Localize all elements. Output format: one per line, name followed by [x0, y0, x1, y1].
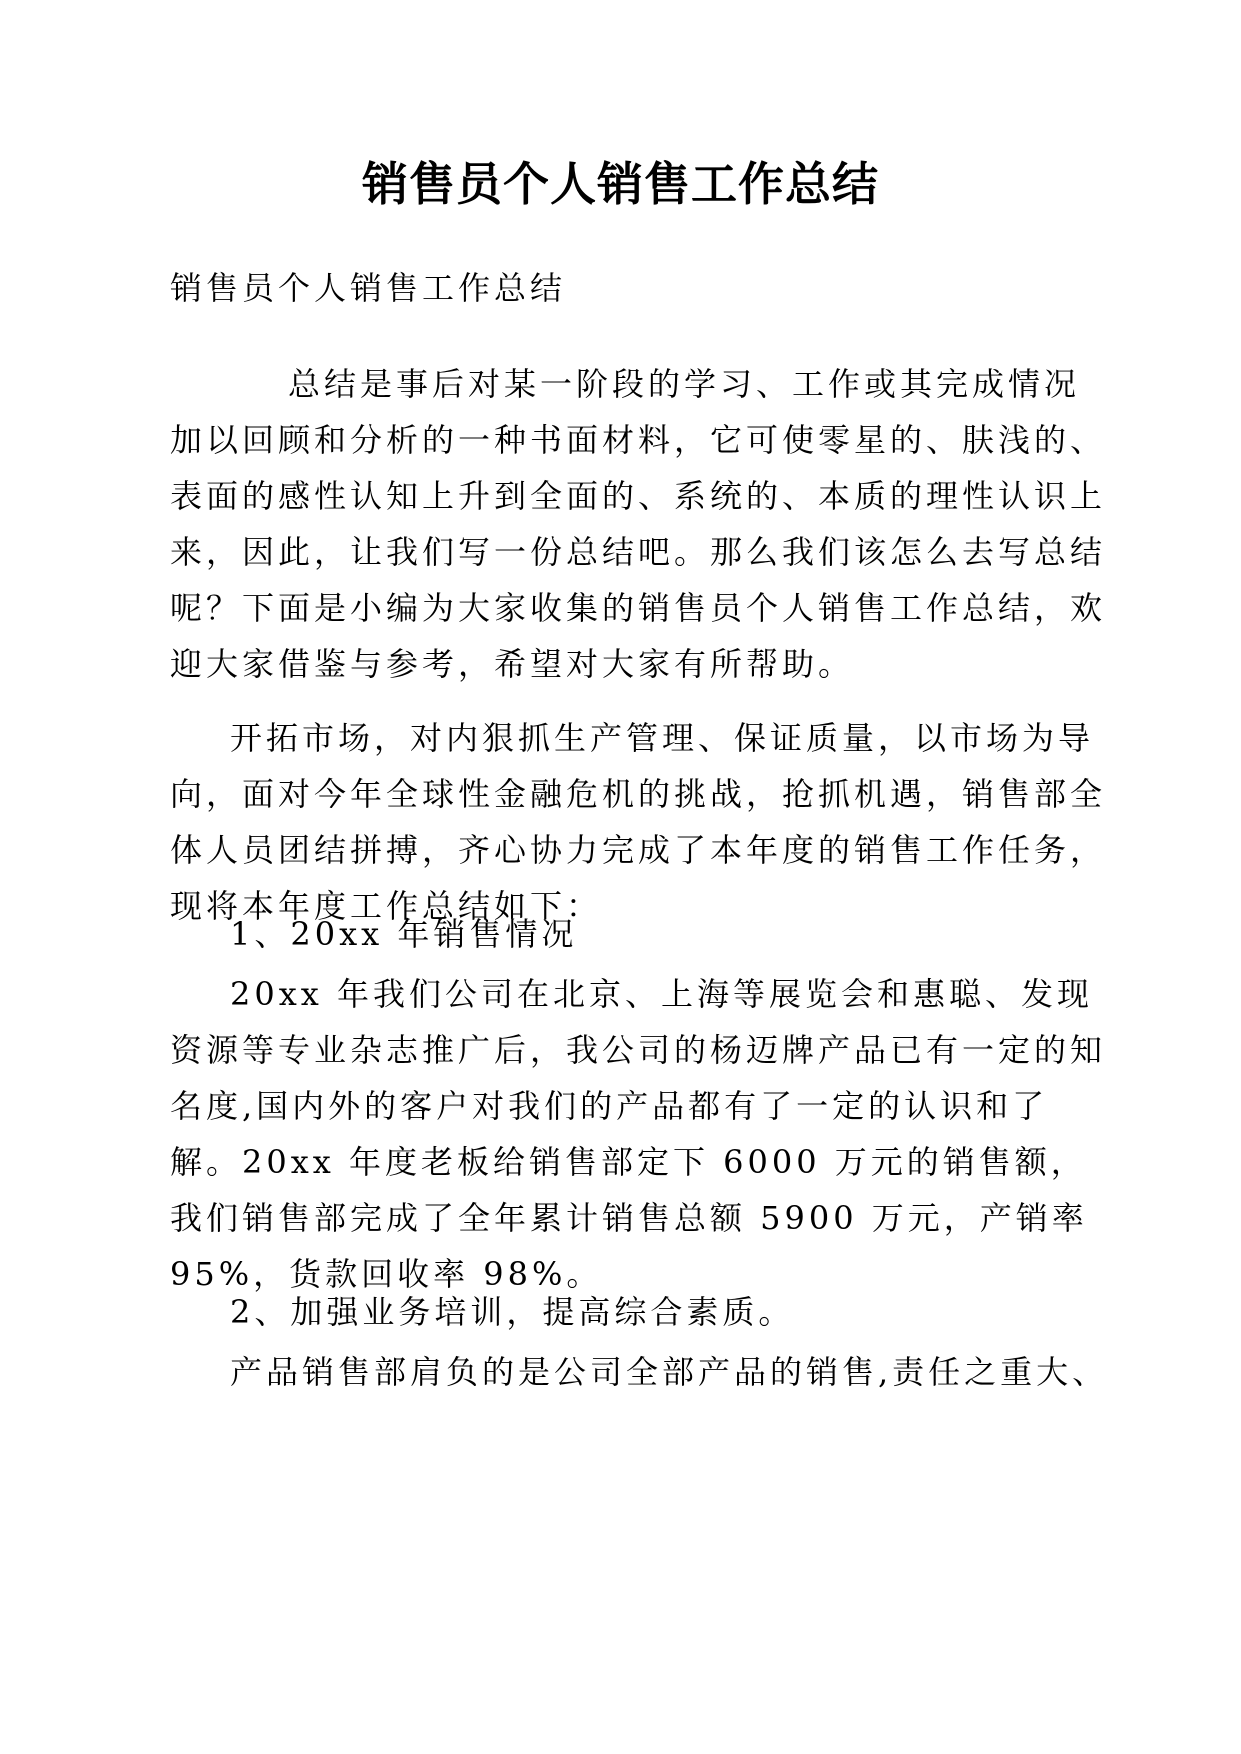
section-heading: 2、加强业务培训，提高综合素质。: [230, 1293, 795, 1331]
body-paragraph: 开拓市场，对内狠抓生产管理、保证质量，以市场为导向，面对今年全球性金融危机的挑战，抢抓机遇，销售部全体人员团结拼搏，齐心协力完成了本年度的销售工作任务，现将本年度工作总结如下：: [170, 719, 1107, 925]
body-paragraph: 产品销售部肩负的是公司全部产品的销售,责任之重大、: [230, 1353, 1109, 1391]
document-subtitle: 销售员个人销售工作总结: [170, 269, 567, 307]
body-paragraph: 20xx 年我们公司在北京、上海等展览会和惠聪、发现资源等专业杂志推广后，我公司的杨迈牌产品已有一定的知名度,国内外的客户对我们的产品都有了一定的认识和了解。20xx 年度老板给销售部定下 6000 万元的销售额，我们销售部完成了全年累计销售总额 5900 万元，产销率 95%，货款回收率 98%。: [170, 975, 1107, 1293]
intro-paragraph: 总结是事后对某一阶段的学习、工作或其完成情况加以回顾和分析的一种书面材料，它可使零星的、肤浅的、表面的感性认知上升到全面的、系统的、本质的理性认识上来，因此，让我们写一份总结吧。那么我们该怎么去写总结呢？下面是小编为大家收集的销售员个人销售工作总结，欢迎大家借鉴与参考，希望对大家有所帮助。: [170, 365, 1107, 683]
section-heading: 1、20xx 年销售情况: [230, 915, 578, 953]
document-title: 销售员个人销售工作总结: [362, 157, 879, 211]
